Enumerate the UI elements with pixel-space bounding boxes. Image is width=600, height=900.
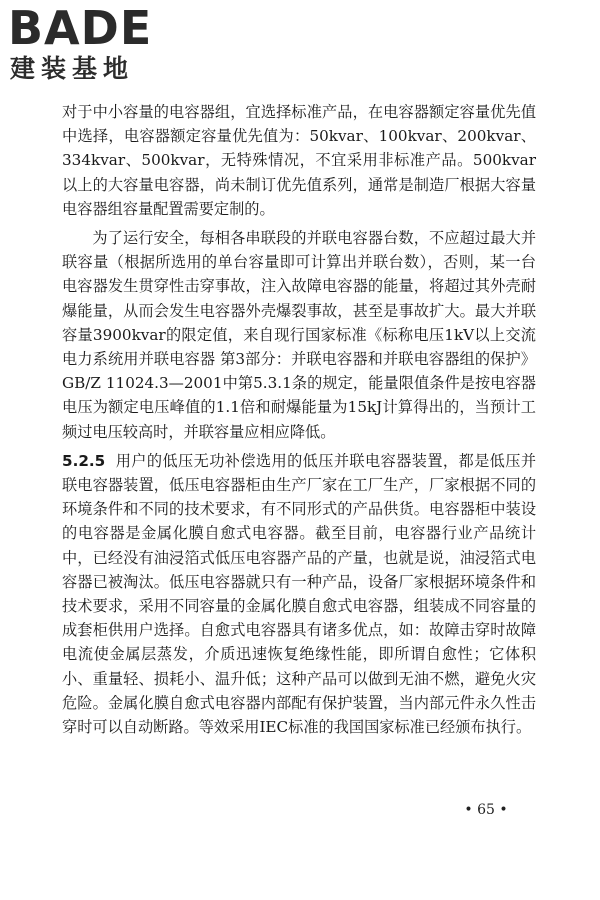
- paragraph-parallel-capacity: 为了运行安全，每相各串联段的并联电容器台数，不应超过最大并联容量（根据所选用的单台容量即可计算出并联台数），否则，某一台电容器发生贯穿性击穿事故，注入故障电容器的能量，将超过其外壳耐爆能量，从而会发生电容器外壳爆裂事故，甚至是事故扩大。最大并联容量3900kvar的限定值，来自现行国家标准《标称电压1kV以上交流电力系统用并联电容器 第3部分：并联电容器和并联电容器组的保护》GB/Z 11024.3—2001中第5.3.1条的规定，能量限值条件是按电容器电压为额定电压峰值的1.1倍和耐爆能量为15kJ计算得出的，当预计工频过电压较高时，并联容量应相应降低。: [62, 229, 536, 441]
- logo-brand: BADE: [8, 1, 153, 55]
- logo-subtitle: 建装基地: [10, 54, 135, 83]
- section-5-2-5: [62, 449, 536, 739]
- section-number: 5.2.5: [62, 451, 106, 470]
- page-number: • 65 •: [464, 802, 508, 818]
- section-text: 用户的低压无功补偿选用的低压并联电容器装置，都是低压并联电容器装置，低压电容器柜由生产厂家在工厂生产，厂家根据不同的环境条件和不同的技术要求，有不同形式的产品供货。电容器柜中装设的电容器是金属化膜自愈式电容器。截至目前，电容器行业产品统计中，已经没有油浸箔式低压电容器产品的产量，也就是说，油浸箔式电容器已被淘汰。低压电容器就只有一种产品，设备厂家根据环境条件和技术要求，采用不同容量的金属化膜自愈式电容器，组装成不同容量的成套柜供用户选择。自愈式电容器具有诸多优点，如：故障击穿时故障电流使金属层蒸发，介质迅速恢复绝缘性能，即所谓自愈性；它体积小、重量轻、损耗小、温升低；这种产品可以做到无油不燃，避免火灾危险。金属化膜自愈式电容器内部配有保护装置，当内部元件永久性击穿时可以自动断路。等效采用IEC标准的我国国家标准已经颁布执行。: [62, 451, 537, 737]
- paragraph-continued: 对于中小容量的电容器组，宜选择标准产品，在电容器额定容量优先值中选择，电容器额定容量优先值为：50kvar、100kvar、200kvar、334kvar、500kvar，无特殊情况，不宜采用非标准产品。500kvar以上的大容量电容器，尚未制订优先值系列，通常是制造厂根据大容量电容器组容量配置需要定制的。: [62, 103, 536, 218]
- logo: [8, 1, 178, 86]
- page-body: [62, 100, 536, 744]
